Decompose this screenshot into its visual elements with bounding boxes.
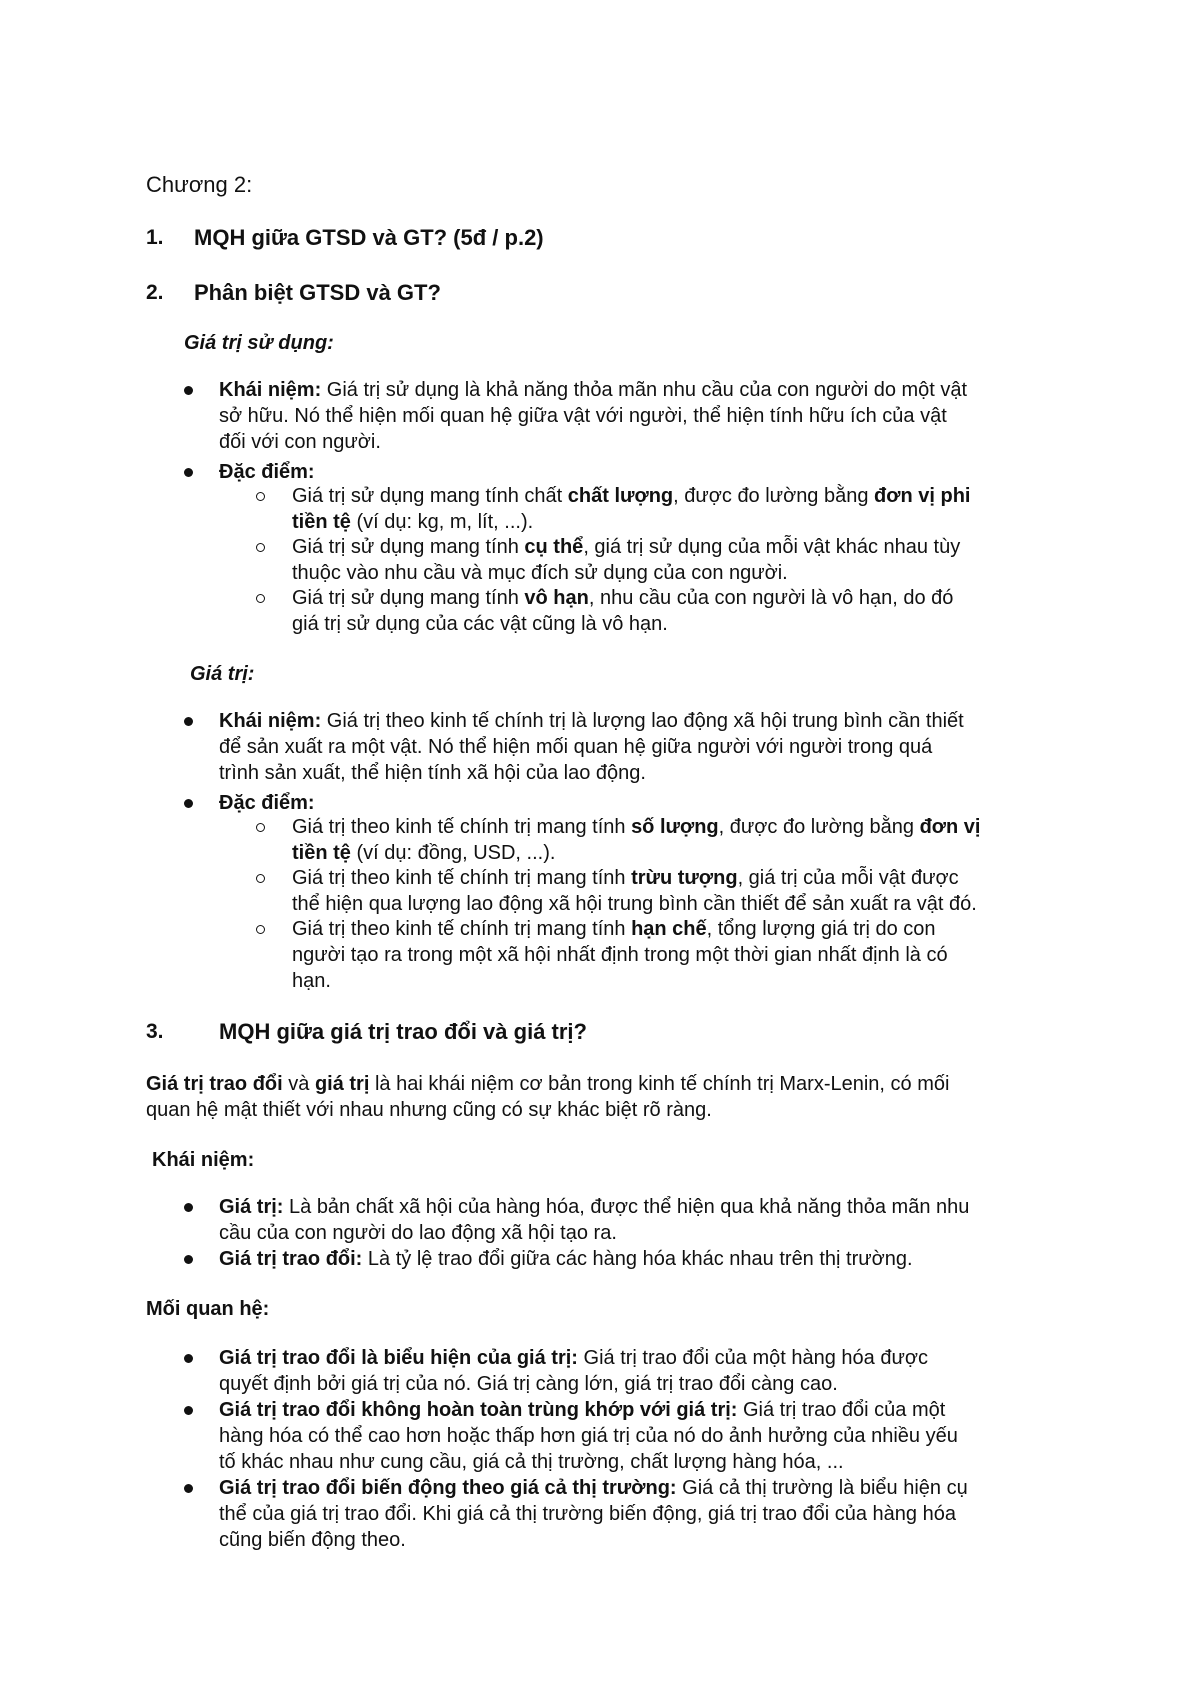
- relation-2-line-3: tố khác nhau như cung cầu, giá cả thị trường, chất lượng hàng hóa, ...: [219, 1451, 844, 1473]
- question-1-number: 1.: [146, 226, 164, 249]
- value-concept-line-2: để sản xuất ra một vật. Nó thể hiện mối quan hệ giữa người với người trong quá: [219, 736, 933, 758]
- use-value-concept-line-3: đối với con người.: [219, 431, 381, 453]
- use-value-feature-1-line-2: tiền tệ (ví dụ: kg, m, lít, ...).: [292, 511, 534, 533]
- sub-bullet-icon: [256, 594, 265, 603]
- value-feature-2-line-2: thể hiện qua lượng lao động xã hội trung bình cần thiết để sản xuất ra vật đó.: [292, 893, 977, 915]
- relation-3: Giá trị trao đổi biến động theo giá cả thị trường: Giá cả thị trường là biểu hiện cụ: [219, 1477, 968, 1499]
- sub-bullet-icon: [256, 925, 265, 934]
- bullet-icon: [184, 1255, 193, 1264]
- bullet-icon: [184, 1406, 193, 1415]
- value-feature-1-line-2: tiền tệ (ví dụ: đồng, USD, ...).: [292, 842, 556, 864]
- bullet-icon: [184, 1203, 193, 1212]
- value-feature-3-line-2: người tạo ra trong một xã hội nhất định trong một thời gian nhất định là có: [292, 944, 948, 966]
- bullet-icon: [184, 1354, 193, 1363]
- use-value-feature-2-line-2: thuộc vào nhu cầu và mục đích sử dụng của con người.: [292, 562, 788, 584]
- value-concept-line-3: trình sản xuất, thể hiện tính xã hội của lao động.: [219, 762, 646, 784]
- use-value-feature-2: Giá trị sử dụng mang tính cụ thể, giá trị sử dụng của mỗi vật khác nhau tùy: [292, 536, 961, 558]
- relation-1-line-2: quyết định bởi giá trị của nó. Giá trị càng lớn, giá trị trao đổi càng cao.: [219, 1373, 838, 1395]
- value-feature-2: Giá trị theo kinh tế chính trị mang tính trừu tượng, giá trị của mỗi vật được: [292, 867, 959, 889]
- question-2-number: 2.: [146, 281, 164, 304]
- use-value-feature-3-line-2: giá trị sử dụng của các vật cũng là vô hạn.: [292, 613, 668, 635]
- use-value-concept: Khái niệm: Giá trị sử dụng là khả năng thỏa mãn nhu cầu của con người do một vật: [219, 379, 968, 401]
- use-value-heading: Giá trị sử dụng:: [184, 332, 334, 354]
- relation-3-line-3: cũng biến động theo.: [219, 1529, 406, 1551]
- concept-exchange-value: Giá trị trao đổi: Là tỷ lệ trao đổi giữa các hàng hóa khác nhau trên thị trường.: [219, 1248, 913, 1270]
- relation-2: Giá trị trao đổi không hoàn toàn trùng khớp với giá trị: Giá trị trao đổi của một: [219, 1399, 946, 1421]
- intro-paragraph-line-2: quan hệ mật thiết với nhau nhưng cũng có sự khác biệt rõ ràng.: [146, 1099, 712, 1121]
- intro-paragraph: Giá trị trao đổi và giá trị là hai khái niệm cơ bản trong kinh tế chính trị Marx-Lenin, có mối: [146, 1073, 950, 1095]
- bullet-icon: [184, 386, 193, 395]
- question-2-heading: Phân biệt GTSD và GT?: [194, 280, 441, 305]
- use-value-concept-line-2: sở hữu. Nó thể hiện mối quan hệ giữa vật với người, thể hiện tính hữu ích của vật: [219, 405, 947, 427]
- concept-value: Giá trị: Là bản chất xã hội của hàng hóa, được thể hiện qua khả năng thỏa mãn nhu: [219, 1196, 970, 1218]
- sub-bullet-icon: [256, 874, 265, 883]
- bullet-icon: [184, 799, 193, 808]
- relations-heading: Mối quan hệ:: [146, 1298, 270, 1320]
- value-concept: Khái niệm: Giá trị theo kinh tế chính trị là lượng lao động xã hội trung bình cần thiết: [219, 710, 964, 732]
- bullet-icon: [184, 1484, 193, 1493]
- value-feature-3-line-3: hạn.: [292, 970, 331, 992]
- sub-bullet-icon: [256, 543, 265, 552]
- question-3-number: 3.: [146, 1020, 164, 1043]
- sub-bullet-icon: [256, 823, 265, 832]
- relation-1: Giá trị trao đổi là biểu hiện của giá trị: Giá trị trao đổi của một hàng hóa được: [219, 1347, 928, 1369]
- sub-bullet-icon: [256, 492, 265, 501]
- value-heading: Giá trị:: [190, 663, 255, 685]
- value-feature-1: Giá trị theo kinh tế chính trị mang tính số lượng, được đo lường bằng đơn vị: [292, 816, 981, 838]
- bullet-icon: [184, 468, 193, 477]
- relation-2-line-2: hàng hóa có thể cao hơn hoặc thấp hơn giá trị của nó do ảnh hưởng của nhiều yếu: [219, 1425, 958, 1447]
- use-value-feature-1: Giá trị sử dụng mang tính chất chất lượng, được đo lường bằng đơn vị phi: [292, 485, 971, 507]
- value-feature-3: Giá trị theo kinh tế chính trị mang tính hạn chế, tổng lượng giá trị do con: [292, 918, 936, 940]
- use-value-feature-3: Giá trị sử dụng mang tính vô hạn, nhu cầu của con người là vô hạn, do đó: [292, 587, 954, 609]
- value-features-label: Đặc điểm:: [219, 792, 315, 814]
- question-3-heading: MQH giữa giá trị trao đổi và giá trị?: [219, 1019, 587, 1044]
- bullet-icon: [184, 717, 193, 726]
- concepts-heading: Khái niệm:: [152, 1149, 255, 1171]
- relation-3-line-2: thể của giá trị trao đổi. Khi giá cả thị trường biến động, giá trị trao đổi của hàng hóa: [219, 1503, 956, 1525]
- question-1-heading: MQH giữa GTSD và GT? (5đ / p.2): [194, 225, 544, 250]
- chapter-title: Chương 2:: [146, 172, 253, 197]
- concept-value-line-2: cầu của con người do lao động xã hội tạo ra.: [219, 1222, 617, 1244]
- use-value-features-label: Đặc điểm:: [219, 461, 315, 483]
